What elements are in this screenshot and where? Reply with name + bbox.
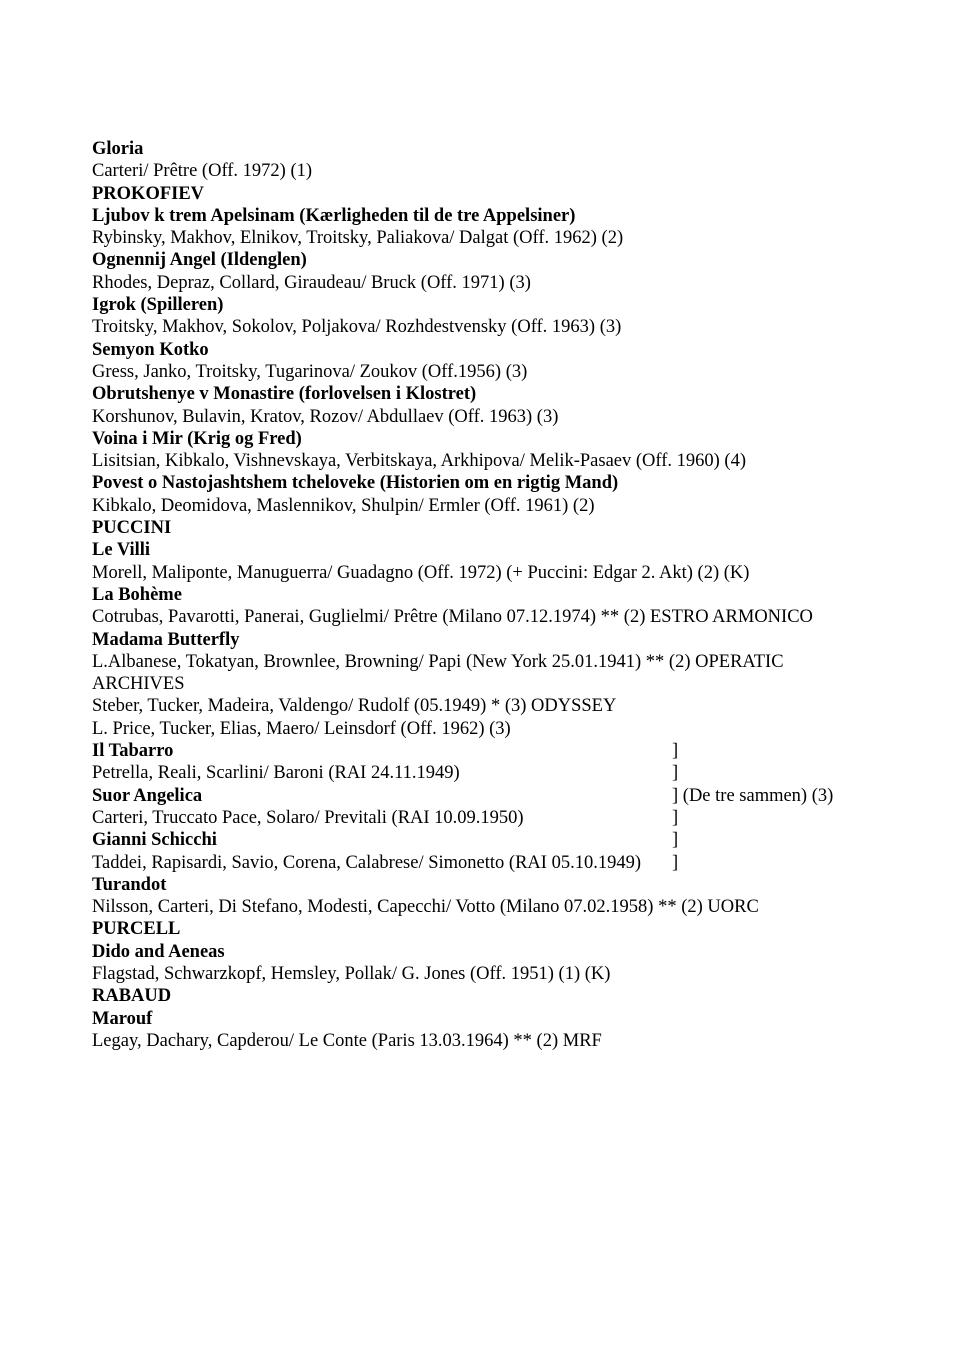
document-page	[92, 138, 932, 1052]
bracket-mark: ]	[672, 741, 679, 762]
recording-line: Rhodes, Depraz, Collard, Giraudeau/ Bruck (Off. 1971) (3)	[92, 272, 531, 293]
heading-line: Turandot	[92, 874, 167, 895]
recording-line: Carteri/ Prêtre (Off. 1972) (1)	[92, 161, 313, 182]
heading-line: PURCELL	[92, 919, 181, 940]
trittico-row	[92, 785, 932, 807]
recording-line: L. Price, Tucker, Elias, Maero/ Leinsdorf (Off. 1962) (3)	[92, 718, 511, 739]
recording-line: Nilsson, Carteri, Di Stefano, Modesti, Capecchi/ Votto (Milano 07.02.1958) ** (2) UORC	[92, 897, 759, 918]
heading-line: Madama Butterfly	[92, 629, 240, 650]
recording-line: Gress, Janko, Troitsky, Tugarinova/ Zoukov (Off.1956) (3)	[92, 361, 528, 382]
trittico-row	[92, 740, 932, 762]
bracket-mark: ]	[672, 807, 679, 828]
heading-line: Le Villi	[92, 540, 151, 561]
recording-line: Taddei, Rapisardi, Savio, Corena, Calabrese/ Simonetto (RAI 05.10.1949)	[92, 852, 641, 873]
heading-line: Povest o Nastojashtshem tcheloveke (Historien om en rigtig Mand)	[92, 473, 619, 494]
heading-line: Dido and Aeneas	[92, 941, 225, 962]
recording-line: ARCHIVES	[92, 674, 185, 695]
recording-line: Rybinsky, Makhov, Elnikov, Troitsky, Paliakova/ Dalgat (Off. 1962) (2)	[92, 228, 624, 249]
heading-line: Obrutshenye v Monastire (forlovelsen i Klostret)	[92, 384, 477, 405]
recording-line: Troitsky, Makhov, Sokolov, Poljakova/ Rozhdestvensky (Off. 1963) (3)	[92, 317, 622, 338]
heading-line: PROKOFIEV	[92, 183, 205, 204]
heading-line: Ognennij Angel (Ildenglen)	[92, 250, 307, 271]
bracket-mark: ] (De tre sammen) (3)	[672, 785, 834, 806]
recording-line: Legay, Dachary, Capderou/ Le Conte (Paris 13.03.1964) ** (2) MRF	[92, 1030, 602, 1051]
trittico-row	[92, 829, 932, 851]
heading-line: PUCCINI	[92, 518, 172, 539]
heading-line: Voina i Mir (Krig og Fred)	[92, 428, 302, 449]
bracket-mark: ]	[672, 852, 679, 873]
trittico-row	[92, 762, 932, 784]
recording-line: Korshunov, Bulavin, Kratov, Rozov/ Abdullaev (Off. 1963) (3)	[92, 406, 559, 427]
heading-line: Semyon Kotko	[92, 339, 209, 360]
heading-line: Ljubov k trem Apelsinam (Kærligheden til de tre Appelsiner)	[92, 205, 576, 226]
recording-line: Lisitsian, Kibkalo, Vishnevskaya, Verbitskaya, Arkhipova/ Melik-Pasaev (Off. 1960) (4)	[92, 451, 746, 472]
entries-block-2	[92, 874, 932, 1052]
recording-line: Steber, Tucker, Madeira, Valdengo/ Rudolf (05.1949) * (3) ODYSSEY	[92, 696, 617, 717]
heading-line: Suor Angelica	[92, 785, 203, 806]
bracket-mark: ]	[672, 763, 679, 784]
heading-line: La Bohème	[92, 584, 182, 605]
trittico-row	[92, 807, 932, 829]
recording-line: Flagstad, Schwarzkopf, Hemsley, Pollak/ G. Jones (Off. 1951) (1) (K)	[92, 963, 611, 984]
recording-line: Carteri, Truccato Pace, Solaro/ Previtali (RAI 10.09.1950)	[92, 807, 524, 828]
heading-line: RABAUD	[92, 986, 172, 1007]
entries-block-1	[92, 138, 932, 740]
trittico-row	[92, 852, 932, 874]
recording-line: Morell, Maliponte, Manuguerra/ Guadagno (Off. 1972) (+ Puccini: Edgar 2. Akt) (2) (K)	[92, 562, 750, 583]
trittico-block	[92, 740, 932, 874]
recording-line: Cotrubas, Pavarotti, Panerai, Guglielmi/ Prêtre (Milano 07.12.1974) ** (2) ESTRO ARMONICO	[92, 607, 813, 628]
recording-line: Petrella, Reali, Scarlini/ Baroni (RAI 24.11.1949)	[92, 763, 460, 784]
heading-line: Marouf	[92, 1008, 153, 1029]
heading-line: Gloria	[92, 139, 144, 159]
heading-line: Il Tabarro	[92, 741, 174, 762]
heading-line: Gianni Schicchi	[92, 830, 217, 851]
recording-line: Kibkalo, Deomidova, Maslennikov, Shulpin/ Ermler (Off. 1961) (2)	[92, 495, 595, 516]
recording-line: L.Albanese, Tokatyan, Brownlee, Browning/ Papi (New York 25.01.1941) ** (2) OPERATIC	[92, 651, 784, 672]
heading-line: Igrok (Spilleren)	[92, 295, 224, 316]
bracket-mark: ]	[672, 830, 679, 851]
